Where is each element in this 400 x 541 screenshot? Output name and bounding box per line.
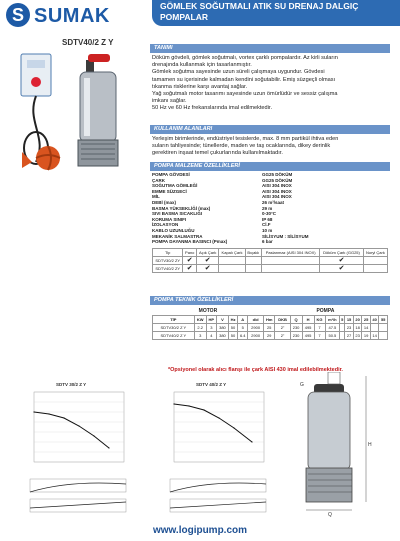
table-cell: 23 [345,323,354,331]
data-point [108,447,109,448]
table-cell: 380 [216,323,228,331]
dimension-q-label: Q [328,512,332,518]
efficiency-chart-2 [160,478,270,494]
spec-key: POMPA GÖVDESİ [152,172,190,177]
data-point [63,417,64,418]
material-table [152,248,388,273]
section-teknik-header: POMPA TEKNİK ÖZELLİKLERİ [150,296,390,305]
brand-logo-mark: S [6,3,30,27]
data-point [218,417,219,418]
table-cell [379,323,388,331]
spec-value: AISI 304 INOX [262,188,292,194]
spec-value: SİLİSYUM : SİLİSYUM [262,233,309,239]
float-switch-icon [22,152,32,168]
spec-value: AISI 304 INOX [262,194,292,200]
table-cell: 3 [194,331,206,339]
spec-key: EMME SÜZGECİ [152,188,187,194]
series-line [34,412,109,448]
impeller-icon [36,146,60,170]
table-cell: 380 [216,331,228,339]
col-header: Noryl Çark [363,249,387,257]
check-cell [363,257,387,265]
spec-key: İZOLASYON [152,222,179,228]
spec-key: SOĞUTMA GÖMLEĞİ [152,183,198,189]
col-header: Pano [183,249,197,257]
table-cell: 495 [302,331,314,339]
table-cell: 495 [302,323,314,331]
table-cell: 2900 [248,331,263,339]
row-tip: SDTV30/2 ZY [153,257,183,265]
check-cell: ✔ [197,257,219,265]
section-kullanim-text [152,136,388,158]
tanimi-line: Gömlek soğutma sayesinde uzun süreli çalışmaya uygundur. Gövdesi [152,69,325,76]
brand-logo [6,3,126,27]
spec-value: Cl.F [262,222,271,228]
table-cell: 2900 [248,323,263,331]
col-header: TİP [153,315,195,323]
table-cell: 25 [263,323,275,331]
col-header: Döküm Çark (GG25) [320,249,364,257]
table-row [153,323,388,331]
table-cell: 2.2 [194,323,206,331]
data-point [188,405,189,406]
table-row [153,265,388,273]
col-header: Bıçaklı [245,249,262,257]
table-cell: 2" [275,323,290,331]
table-cell: 4 [206,331,216,339]
table-cell: 47.5 [325,323,340,331]
dimension-g-label: G [300,382,304,388]
table-cell: 19 [362,331,371,339]
spec-row [152,239,388,245]
data-point [173,403,174,404]
performance-chart-2 [160,388,270,474]
table-cell: 2" [275,331,290,339]
spec-key: MEKANİK SALMASTRA [152,233,203,239]
table-cell: 14 [362,323,371,331]
chart-frame [34,392,124,462]
performance-chart-1 [20,388,130,474]
check-cell [262,265,320,273]
model-code: SDTV40/2 Z Y [62,38,114,47]
data-point [233,427,234,428]
spec-key: SIVI BASMA SICAKLIĞI [152,211,203,217]
col-header: Paslanmaz (AISI 304 INOX) [262,249,320,257]
check-cell: ✔ [197,265,219,273]
table-cell: 27 [345,331,354,339]
table-cell: 7 [314,323,325,331]
spec-value: 10 m [262,227,273,233]
table-cell: 6.4 [238,331,248,339]
kullanim-line: Yerleşim birimlerinde, endüstriyel tesislerde, max. 8 mm partikül ihtiva eden [152,136,339,142]
spec-value: 0-30°C [262,211,277,217]
table-cell: 3 [206,323,216,331]
section-malzeme-header: POMPA MALZEME ÖZELLİKLERİ [150,162,390,171]
table-cell: 50.5 [325,331,340,339]
tanimi-line: tıkanma risklerine karşı avantaj sağlar. [152,83,248,90]
col-header: 55 [379,315,388,323]
pump-handle-icon [88,54,110,62]
spec-value: 6 bar [262,239,273,245]
section-tanimi-header: TANIMI [150,44,390,53]
kullanim-line: gerektiren inşaat temel çukurlarında kullanılmaktadır. [152,150,283,157]
tanimi-line: imkanı sağlar. [152,98,187,105]
spec-value: 29 m [262,205,273,211]
page-title: GÖMLEK SOĞUTMALI ATIK SU DRENAJ DALGIÇ POMPALAR [160,1,359,22]
col-header: DKB [275,315,290,323]
spec-key: ÇARK [152,177,165,183]
data-point [78,425,79,426]
spec-value: GG25 DÖKÜM [262,177,293,183]
col-header: 15 [345,315,354,323]
check-cell [219,257,245,265]
table-cell: SDTV40/2 Z Y [153,331,195,339]
table-row [153,257,388,265]
table-cell: 14 [370,331,379,339]
col-header: m³/h [325,315,340,323]
check-cell [245,265,262,273]
motor-table [152,307,388,340]
header [0,0,400,30]
motor-group: MOTOR [198,307,218,314]
data-point [251,441,252,442]
col-header: 25 [362,315,371,323]
table-cell: SDTV30/2 Z Y [153,323,195,331]
section-kullanim-header: KULLANIM ALANLARI [150,125,390,134]
data-point [203,409,204,410]
tanimi-line: Yağ soğutmalı motor tasarımı sayesinde uzun ömürlüdür ve sessiz çalışma [152,91,338,98]
check-cell [363,265,387,273]
spec-value: IP 68 [262,216,273,222]
optional-note: *Opsiyonel olarak alıcı flanşı ile çark AISI 430 imal edilebilmektedir. [168,367,343,373]
table-cell: 230 [290,323,302,331]
table-row [153,331,388,339]
table-cell: 23 [353,331,362,339]
col-header: Kapalı Çark [219,249,245,257]
col-header: A [238,315,248,323]
col-header: V [216,315,228,323]
tanimi-line: Döküm gövdeli, gömlek soğutmalı, vortex çarklı pompalardır. Az kirli suların [152,55,338,61]
spec-key: MİL [152,194,160,200]
table-cell: 5 [238,323,248,331]
table-cell: 18 [353,323,362,331]
table-cell: 50 [228,331,237,339]
check-cell [219,265,245,273]
check-cell: ✔ [183,265,197,273]
col-header: 5 [341,316,344,322]
tanimi-line: tamamen su içerisinde kalmadan kendini soğutabilir. Emiş süzgeçli olması [152,76,336,83]
spec-key: DEBİ (max) [152,199,177,205]
check-cell: ✔ [320,265,364,273]
col-header: Açık Çark [197,249,219,257]
col-header: Tip [153,249,183,257]
kullanim-line: suların tahliyesinde; tünellerde, maden ve taş ocaklarında, dikey derinlik [152,143,331,150]
dimension-h-label: H [368,442,372,448]
tanimi-line: drenajında kullanmak için tasarlanmıştır. [152,62,252,69]
motor-group-row [153,307,388,315]
product-image [18,52,138,174]
dimension-drawing [296,372,396,522]
spec-table [152,172,388,245]
col-header: Q [290,315,302,323]
col-header: Hz [228,315,237,323]
power-chart-1 [20,498,130,514]
col-header: 40 [370,315,379,323]
table-cell [379,331,388,339]
col-header: H [302,315,314,323]
chart-title: SDTV 40/2 Z Y [196,382,227,387]
spec-key: KABLO UZUNLUĞU [152,227,195,233]
table-cell: 7 [314,331,325,339]
brand-name: SUMAK [34,5,110,27]
chart-title: SDTV 30/2 Z Y [56,382,87,387]
power-chart-2 [160,498,270,514]
table-cell [370,323,379,331]
check-cell: ✔ [320,257,364,265]
col-header: Hm [263,315,275,323]
spec-key: BASMA YÜKSEKLİĞİ (max) [152,205,211,211]
material-table-header [153,249,388,257]
spec-value: 26 m³/saat [262,199,285,205]
spec-value: GG25 DÖKÜM [262,172,293,177]
section-tanimi-text [152,55,388,113]
check-cell: ✔ [183,257,197,265]
pompa-group: POMPA [316,307,335,314]
row-tip: SDTV40/2 ZY [153,265,183,273]
col-header: d/d [248,315,263,323]
table-cell: 230 [290,331,302,339]
spec-value: AISI 304 INOX [262,183,292,189]
chart-frame [174,392,264,462]
efficiency-chart-1 [20,478,130,494]
table-cell: 50 [228,323,237,331]
footer-url: www.logipump.com [152,525,248,536]
col-header: KW [194,315,206,323]
data-point [48,413,49,414]
tanimi-line: 50 Hz ve 60 Hz frekanslarında imal edilmektedir. [152,105,273,112]
data-point [33,411,34,412]
series-line [174,404,252,442]
spec-key: POMPA DAYANMA BASINCI (Pmax) [152,239,228,245]
spec-key: KORUMA SINIFI [152,216,187,222]
check-cell [245,257,262,265]
check-cell [262,257,320,265]
data-point [93,435,94,436]
motor-table-header [153,315,388,323]
col-header: KG [314,315,325,323]
col-header: HP [206,315,216,323]
col-header: 20 [353,315,362,323]
table-cell: 29 [263,331,275,339]
